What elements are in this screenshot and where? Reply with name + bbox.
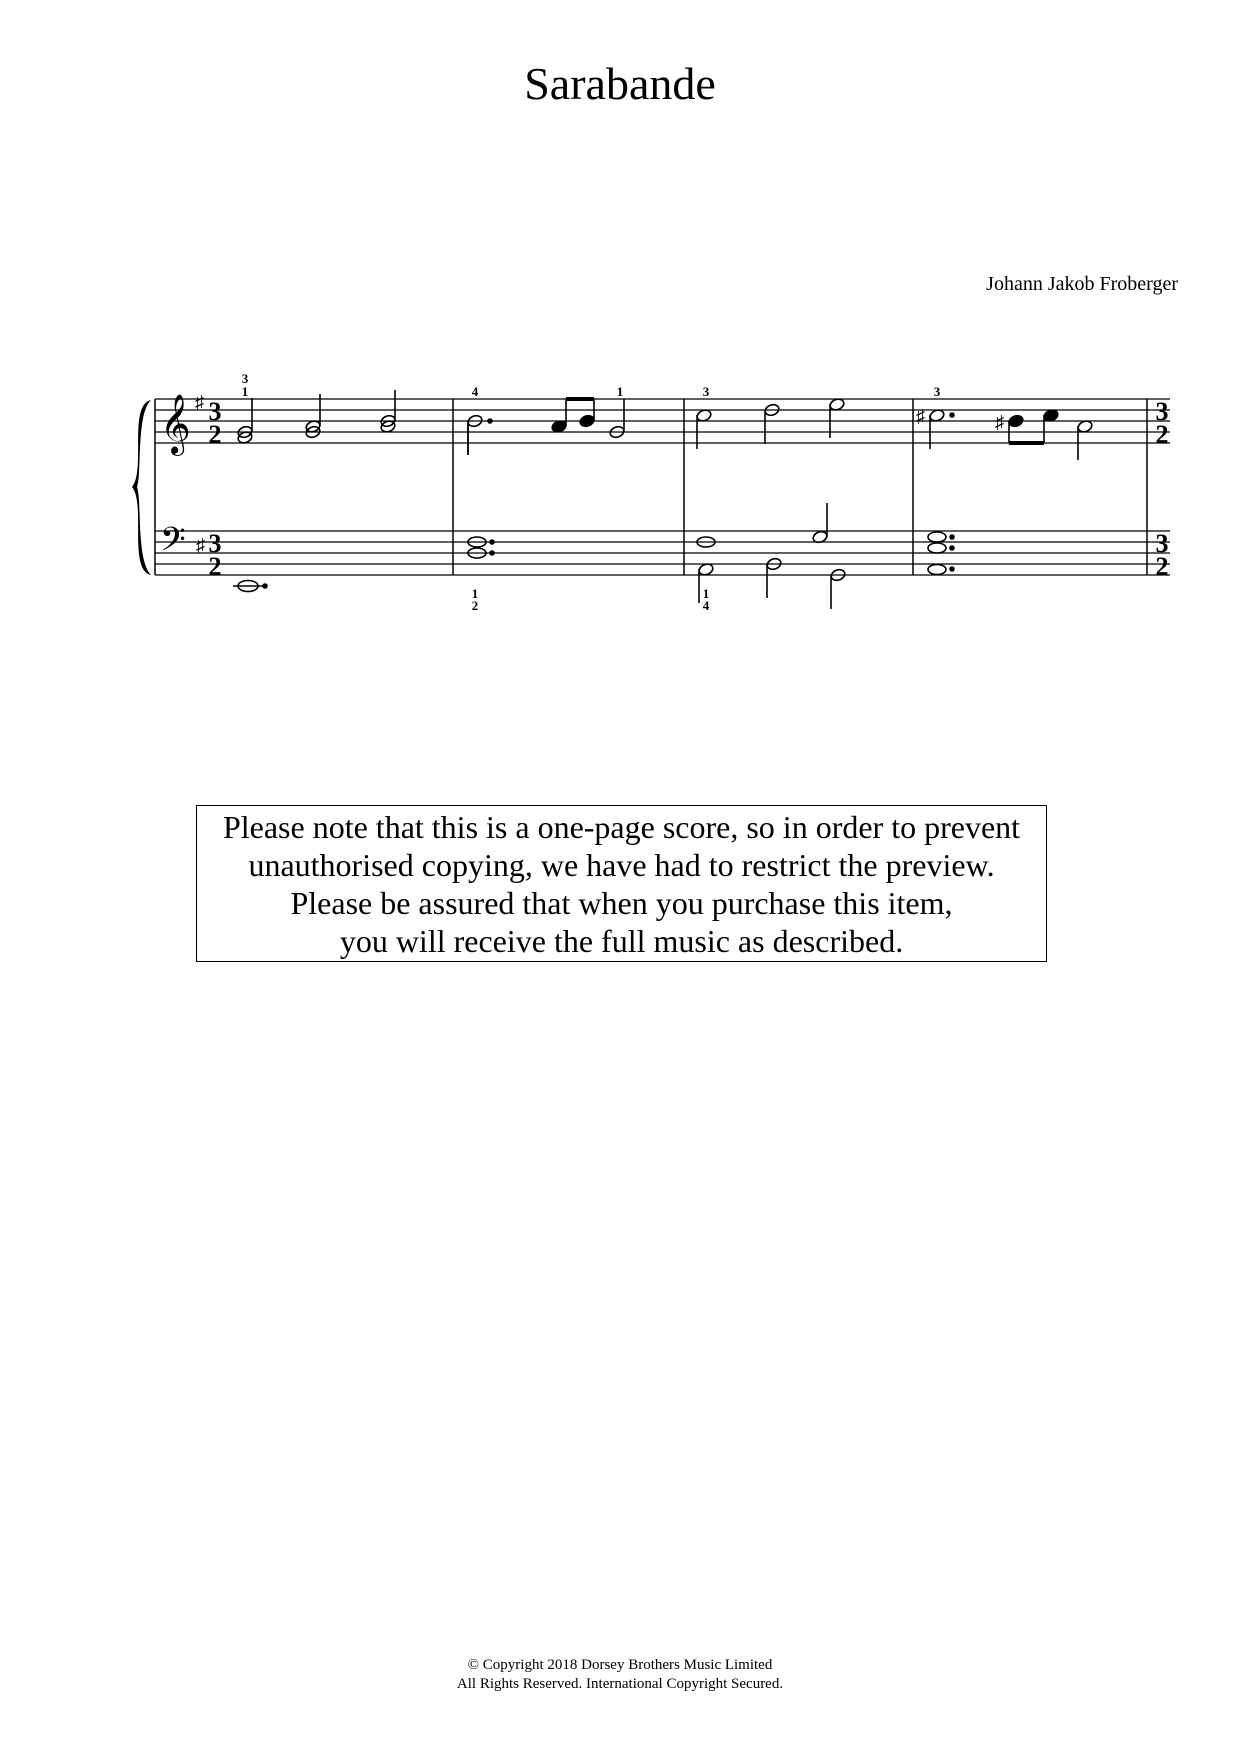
end-treble-time-bottom: 2 — [1155, 420, 1169, 449]
notice-line: Please note that this is a one-page score, so in order to prevent — [222, 809, 1021, 845]
music-score — [0, 0, 1240, 640]
notice-line: Please be assured that when you purchase this item, — [290, 885, 953, 921]
rights-line: All Rights Reserved. International Copyright Secured. — [456, 1676, 784, 1692]
bass-staff — [155, 531, 1170, 575]
score-title: Sarabande — [524, 58, 716, 109]
measure-4-treble — [916, 406, 1093, 460]
fingering: 1 — [616, 384, 624, 399]
end-bass-time-bottom: 2 — [1155, 552, 1169, 581]
fingering: 3 — [702, 384, 710, 399]
measure-3-bass — [697, 503, 846, 609]
copyright-line: © Copyright 2018 Dorsey Brothers Music Limited — [467, 1657, 773, 1673]
sharp-icon: ♯ — [916, 406, 925, 426]
bass-time-bottom: 2 — [208, 552, 222, 581]
fingering: 1 — [702, 586, 710, 601]
preview-notice — [196, 805, 1047, 962]
bass-time-top: 3 — [208, 529, 222, 558]
treble-time-top: 3 — [208, 397, 222, 426]
copyright-footer — [0, 1656, 1240, 1694]
measure-1-bass — [233, 581, 267, 592]
fingering: 2 — [471, 598, 479, 613]
treble-time-bottom: 2 — [208, 420, 222, 449]
composer-name: Johann Jakob Froberger — [986, 273, 1178, 295]
fingering: 4 — [702, 598, 710, 613]
fingering: 1 — [241, 384, 249, 399]
measure-2-bass — [468, 537, 494, 558]
treble-sharp-icon: ♯ — [195, 392, 204, 412]
treble-clef-icon: 𝄞 — [160, 396, 191, 453]
end-treble-time-top: 3 — [1155, 397, 1169, 426]
measure-1-treble — [237, 390, 397, 445]
notice-line: you will receive the full music as described. — [339, 923, 904, 959]
fingering: 3 — [933, 384, 941, 399]
bass-sharp-icon: ♯ — [196, 535, 205, 555]
fingering: 1 — [471, 586, 479, 601]
notice-line: unauthorised copying, we have had to restrict the preview. — [248, 847, 995, 883]
brace-icon — [132, 400, 151, 575]
measure-3-treble — [696, 397, 846, 449]
sharp-icon: ♯ — [995, 412, 1004, 432]
fingering: 3 — [241, 371, 249, 386]
fingering: 4 — [471, 384, 479, 399]
bass-clef-icon: 𝄢 — [160, 521, 186, 566]
measure-2-treble — [467, 399, 626, 455]
end-bass-time-top: 3 — [1155, 529, 1169, 558]
